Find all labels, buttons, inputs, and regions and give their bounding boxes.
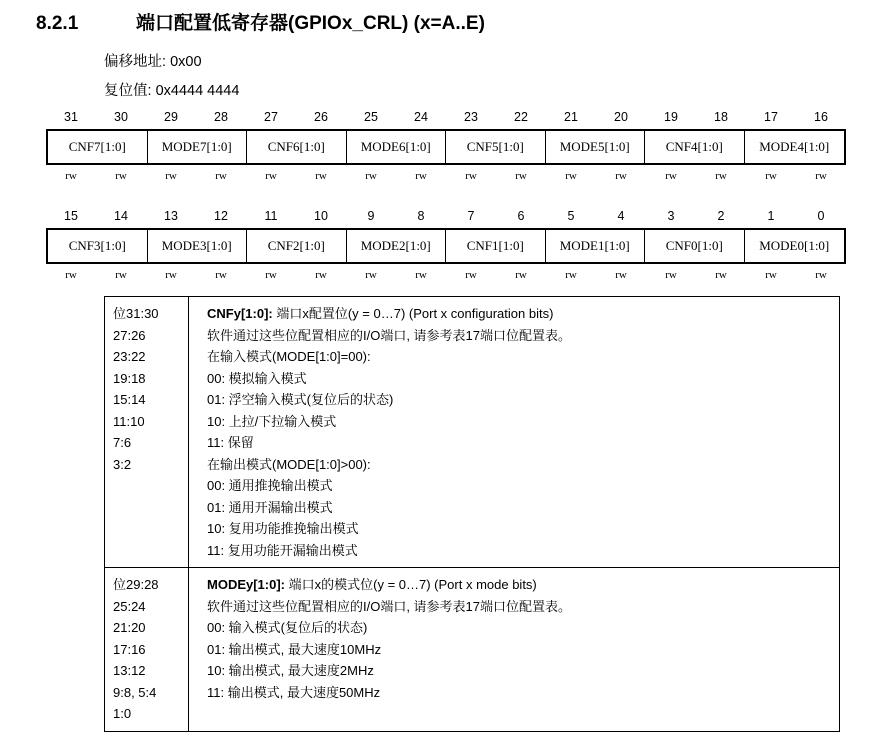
register-field: MODE4[1:0]	[759, 139, 830, 154]
bit-range: 11:10	[113, 413, 145, 429]
bit-number: 24	[414, 110, 428, 124]
description-line: 01: 通用开漏输出模式	[207, 499, 333, 515]
bit-description-cell	[189, 297, 839, 567]
register-field: MODE7[1:0]	[148, 131, 248, 163]
register-field-row-high	[46, 129, 846, 165]
description-line: 00: 输入模式(复位后的状态)	[207, 620, 368, 635]
reset-value-label: 复位值:	[104, 83, 152, 99]
access-label: rw	[215, 170, 227, 182]
access-label: rw	[715, 269, 727, 281]
bit-number: 6	[517, 209, 525, 223]
access-label: rw	[365, 170, 377, 182]
access-label: rw	[415, 269, 427, 281]
register-field: CNF3[1:0]	[48, 230, 148, 262]
access-label: rw	[315, 269, 327, 281]
bit-number: 5	[567, 209, 575, 223]
access-label: rw	[665, 269, 677, 281]
page-title	[36, 8, 485, 35]
description-line: 11: 输出模式, 最大速度50MHz	[207, 684, 381, 700]
access-label: rw	[315, 170, 327, 182]
bit-number: 1	[767, 209, 775, 223]
bit-number: 27	[264, 110, 278, 124]
bit-number: 9	[367, 209, 375, 223]
register-field: MODE2[1:0]	[347, 230, 447, 262]
bit-number: 18	[714, 110, 728, 124]
offset-address-label: 偏移地址:	[104, 54, 167, 70]
bit-number: 17	[764, 110, 778, 124]
bit-number: 13	[164, 209, 178, 223]
offset-address-line	[104, 50, 202, 71]
register-field: CNF2[1:0]	[247, 230, 347, 262]
bit-range: 17:16	[113, 641, 146, 657]
field-name: CNFy[1:0]:	[207, 306, 273, 321]
bit-range: 3:2	[113, 456, 132, 472]
bit-number: 15	[64, 209, 78, 223]
bit-number: 16	[814, 110, 828, 124]
bit-range: 21:20	[113, 620, 146, 635]
bit-range: 7:6	[113, 435, 132, 450]
description-line: 软件通过这些位配置相应的I/O端口, 请参考表17端口位配置表。	[207, 598, 572, 614]
access-label: rw	[815, 269, 827, 281]
bit-range-cell	[105, 568, 189, 731]
access-label: rw	[665, 170, 677, 182]
bit-range: 位31:30	[113, 306, 159, 321]
reset-value-value: 0x4444 4444	[155, 83, 240, 99]
bit-range: 27:26	[113, 327, 146, 343]
register-field-row-low	[46, 228, 846, 264]
register-field: MODE5[1:0]	[546, 131, 646, 163]
access-label: rw	[365, 269, 377, 281]
table-row	[105, 568, 839, 731]
access-label: rw	[615, 269, 627, 281]
access-label: rw	[415, 170, 427, 182]
access-label: rw	[115, 170, 127, 182]
bit-number: 12	[214, 209, 228, 223]
register-field: CNF7[1:0]	[48, 131, 148, 163]
description-line: 在输出模式(MODE[1:0]>00):	[207, 456, 371, 472]
bit-range: 9:8, 5:4	[113, 684, 157, 700]
bit-number: 30	[114, 110, 128, 124]
access-row-low	[46, 266, 846, 284]
register-field: CNF6[1:0]	[247, 131, 347, 163]
access-label: rw	[615, 170, 627, 182]
description-line: 01: 浮空输入模式(复位后的状态)	[207, 392, 394, 407]
register-field: MODE6[1:0]	[347, 131, 447, 163]
description-line: 11: 复用功能开漏输出模式	[207, 542, 358, 558]
description-line: 00: 模拟输入模式	[207, 370, 307, 386]
field-title	[207, 574, 831, 596]
section-title: 端口配置低寄存器(GPIOx_CRL) (x=A..E)	[136, 13, 485, 34]
bit-description-table	[104, 296, 840, 732]
field-name: MODEy[1:0]:	[207, 577, 286, 592]
register-map-high	[46, 108, 846, 185]
register-field: CNF0[1:0]	[645, 230, 745, 262]
access-label: rw	[115, 269, 127, 281]
bit-number: 21	[564, 110, 578, 124]
access-label: rw	[165, 170, 177, 182]
access-row-high	[46, 167, 846, 185]
bit-number: 26	[314, 110, 328, 124]
register-field: MODE3[1:0]	[148, 230, 248, 262]
bit-number: 19	[664, 110, 678, 124]
access-label: rw	[215, 269, 227, 281]
bit-number: 4	[617, 209, 625, 223]
bit-number-row-high	[46, 108, 846, 126]
register-field: CNF5[1:0]	[446, 131, 546, 163]
register-field: CNF4[1:0]	[645, 131, 745, 163]
access-label: rw	[765, 269, 777, 281]
bit-number: 31	[64, 110, 78, 124]
bit-number: 8	[417, 209, 425, 223]
description-line: 11: 保留	[207, 435, 254, 450]
access-label: rw	[765, 170, 777, 182]
description-line: 10: 复用功能推挽输出模式	[207, 521, 359, 536]
bit-number: 29	[164, 110, 178, 124]
bit-number: 7	[467, 209, 475, 223]
bit-number: 22	[514, 110, 528, 124]
bit-number: 20	[614, 110, 628, 124]
bit-number: 14	[114, 209, 128, 223]
access-label: rw	[565, 170, 577, 182]
register-field: MODE0[1:0]	[759, 238, 830, 253]
bit-number: 2	[717, 209, 725, 223]
bit-range: 1:0	[113, 706, 132, 721]
description-line: 00: 通用推挽输出模式	[207, 478, 333, 493]
reset-value-line	[104, 79, 239, 100]
access-label: rw	[465, 269, 477, 281]
bit-number: 10	[314, 209, 328, 223]
bit-range: 25:24	[113, 598, 146, 614]
bit-range: 位29:28	[113, 577, 159, 592]
access-label: rw	[515, 269, 527, 281]
access-label: rw	[265, 269, 277, 281]
register-field: MODE1[1:0]	[546, 230, 646, 262]
description-line: 01: 输出模式, 最大速度10MHz	[207, 641, 382, 657]
bit-number: 28	[214, 110, 228, 124]
bit-number: 25	[364, 110, 378, 124]
bit-description-cell	[189, 568, 839, 731]
bit-range: 15:14	[113, 392, 146, 407]
access-label: rw	[515, 170, 527, 182]
bit-range-cell	[105, 297, 189, 567]
description-line: 软件通过这些位配置相应的I/O端口, 请参考表17端口位配置表。	[207, 327, 572, 343]
bit-number: 3	[667, 209, 675, 223]
field-title	[207, 303, 831, 325]
access-label: rw	[715, 170, 727, 182]
description-line: 10: 输出模式, 最大速度2MHz	[207, 663, 374, 678]
access-label: rw	[465, 170, 477, 182]
register-field: CNF1[1:0]	[446, 230, 546, 262]
table-row	[105, 297, 839, 568]
field-title-rest: 端口x的模式位(y = 0…7) (Port x mode bits)	[285, 577, 537, 592]
bit-number: 23	[464, 110, 478, 124]
bit-number-row-low	[46, 207, 846, 225]
bit-number: 0	[817, 209, 825, 223]
bit-range: 19:18	[113, 370, 146, 386]
bit-number: 11	[264, 209, 278, 223]
offset-address-value: 0x00	[170, 54, 202, 70]
description-line: 在输入模式(MODE[1:0]=00):	[207, 349, 371, 364]
field-title-rest: 端口x配置位(y = 0…7) (Port x configuration bits)	[272, 306, 554, 321]
access-label: rw	[815, 170, 827, 182]
access-label: rw	[65, 170, 77, 182]
access-label: rw	[565, 269, 577, 281]
section-number: 8.2.1	[36, 13, 79, 34]
register-map-low	[46, 207, 846, 284]
access-label: rw	[65, 269, 77, 281]
access-label: rw	[165, 269, 177, 281]
access-label: rw	[265, 170, 277, 182]
description-line: 10: 上拉/下拉输入模式	[207, 413, 337, 429]
bit-range: 23:22	[113, 349, 146, 364]
bit-range: 13:12	[113, 663, 146, 678]
